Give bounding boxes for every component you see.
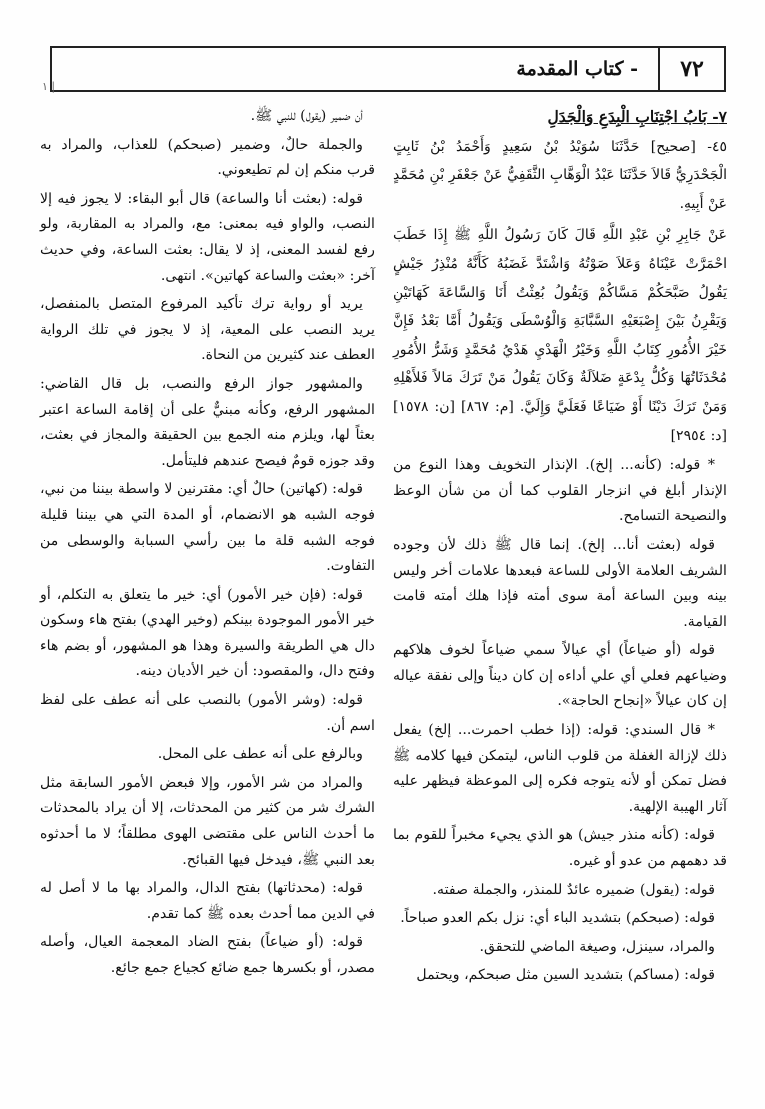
right-column [393, 104, 727, 992]
commentary-paragraph: وبالرفع على أنه عطف على المحل. [157, 746, 363, 763]
commentary-paragraph: قوله: (وشر الأمور) بالنصب على أنه عطف على لفظ اسم أن. [40, 692, 375, 734]
commentary-paragraph: * قال السندي: قوله: (إذا خطب احمرت... إلخ) يفعل ذلك لإزالة الغفلة من قلوب الناس، ليتمكن فيها كلامه ﷺ فضل تمكن أو لأنه يتوجه فكره إلى الموعظة فيظهر عليه آثار الهيبة الإلهية. [393, 722, 727, 815]
commentary-paragraph: قوله: (كأنه منذر جيش) هو الذي يجيء مخبراً للقوم بما قد دهمهم من عدو أو غيره. [393, 827, 727, 870]
left-column [40, 104, 375, 985]
hadith-text: ٤٥- [صحيح] حَدَّثَنَا سُوَيْدُ بْنُ سَعِيدٍ وَأَحْمَدُ بْنُ ثَابِتٍ الْجَحْدَرِيُّ قَالاَ حَدَّثَنَا عَبْدُ الْوَهَّابِ الثَّقَفِيُّ عَنْ جَعْفَرِ بْنِ مُحَمَّدٍ عَنْ أَبِيهِ. [393, 138, 727, 212]
commentary-paragraph: والجملة حالٌ، وضمير (صبحكم) للعذاب، والمراد به قرب منكم إن لم تطيعوني. [40, 136, 375, 179]
commentary-paragraph: والمراد، سينزل، وصيغة الماضي للتحقق. [479, 938, 715, 955]
page-number: ٧٢ [658, 48, 724, 90]
commentary-paragraph: قوله: (كهاتين) حالٌ أي: مقترنين لا واسطة بيننا من نبي، فوجه الشبه هو الانضمام، أو المدة التي هي بيننا قليلة فوجه الشبه قلة ما بين رأسي السبابة والوسطى من التفاوت. [40, 481, 375, 575]
commentary-paragraph: قوله: (بعثت أنا والساعة) قال أبو البقاء: لا يجوز فيه إلا النصب، والواو فيه بمعنى: مع، والمراد به المقاربة، ولو رفع لفسد المعنى، إذ لا يقال: بعثت الساعة، وفي حديث آخر: «بعثت والساعة كهاتين». انتهى. [40, 190, 375, 284]
commentary-paragraph: يريد أو رواية ترك تأكيد المرفوع المتصل بالمنفصل، يريد النصب على المعية، إذ لا يجوز في تلك الرواية العطف عند كثيرين من النحاة. [40, 296, 375, 364]
commentary-paragraph: أن ضمير (يقول) للنبي ﷺ. [250, 108, 363, 124]
commentary-paragraph: والمشهور جواز الرفع والنصب، بل قال القاضي: المشهور الرفع، وكأنه مبنيٌّ على أن إقامة الساعة اعتبر بعثاً لها، ويلزم منه الجمع بين الحقيقة والمجاز في بعثت، وقد جوزه قومٌ فيصح عندهم فليتأمل. [40, 375, 375, 469]
commentary-paragraph: قوله: (أو ضياعاً) بفتح الضاد المعجمة العيال، وأصله مصدر، أو بكسرها جمع ضائع كجياع جمع جائع. [40, 934, 375, 976]
hadith-text: عَنْ جَابِرِ بْنِ عَبْدِ اللَّهِ قَالَ كَانَ رَسُولُ اللَّهِ ﷺ إِذَا خَطَبَ احْمَرَّتْ عَيْنَاهُ وَعَلاَ صَوْتُهُ وَاشْتَدَّ غَضَبُهُ كَأَنَّهُ مُنْذِرُ جَيْشٍ يَقُولُ صَبَّحَكُمْ مَسَّاكُمْ وَيَقُولُ بُعِثْتُ أَنَا وَالسَّاعَةَ كَهَاتَيْنِ وَيَقْرِنُ بَيْنَ إِصْبَعَيْهِ السَّبَّابَةِ وَالْوُسْطَى وَيَقُولُ أَمَّا بَعْدُ فَإِنَّ خَيْرَ الأُمُورِ كِتَابُ اللَّهِ وَخَيْرُ الْهَدْيِ هَدْيُ مُحَمَّدٍ وَشَرُّ الأُمُورِ مُحْدَثَاتُهَا وَكُلُّ بِدْعَةٍ ضَلاَلَةٌ وَكَانَ يَقُولُ مَنْ تَرَكَ مَالاً فَلأَهْلِهِ وَمَنْ تَرَكَ دَيْنًا أَوْ ضَيَاعًا فَعَلَيَّ وَإِلَيَّ. [م: ٨٦٧] [ن: ١٥٧٨] [د: ٢٩٥٤] [393, 227, 727, 444]
commentary-paragraph: * قوله: (كأنه... إلخ). الإنذار التخويف وهذا النوع من الإنذار أبلغ في انزجار القلوب كما أن من شأن الوعظ والنصيحة التسامح. [393, 457, 727, 525]
commentary-paragraph: قوله (بعثت أنا... إلخ). إنما قال ﷺ ذلك لأن وجوده الشريف العلامة الأولى للساعة فبعدها علامات أخر وليس بينه وبين الساعة أمة سوى أمته فإذا هلك أمته قامت القيامة. [393, 536, 727, 630]
commentary-paragraph: قوله: (محدثاتها) بفتح الدال، والمراد بها ما لا أصل له في الدين مما أحدث بعده ﷺ كما تقدم. [40, 880, 375, 922]
chapter-heading: ٧- بَابُ اجْتِنَابِ الْبِدَعِ وَالْجَدَلِ [547, 107, 727, 126]
commentary-paragraph: والمراد من شر الأمور، وإلا فبعض الأمور السابقة مثل الشرك شر من كثير من المحدثات، إلا أن يراد بالمحدثات ما أحدث الناس على مقتضى الهوى مطلقاً؛ لا ما أحدثوه بعد النبي ﷺ، فيدخل فيها القبائح. [40, 774, 375, 868]
commentary-paragraph: قوله: (فإن خير الأمور) أي: خير ما يتعلق به التكلم، أو خير الأمور الموجودة بينكم (وخير الهدي) بفتح هاء وسكون دال هي الطريقة والسيرة وهذا هو المشهور، أو بضم هاء وفتح دال، والمقصود: أن خير الأديان دينه. [40, 586, 375, 680]
commentary-paragraph: قوله: (مساكم) بتشديد السين مثل صبحكم، ويحتمل [416, 967, 715, 984]
commentary-paragraph: قوله: (صبحكم) بتشديد الباء أي: نزل بكم العدو صباحاً. [400, 910, 715, 927]
margin-mark: ١ | [42, 80, 56, 93]
commentary-paragraph: قوله (أو ضياعاً) أي عيالاً سمي ضياعاً لخوف هلاكهم وضياعهم فعلي أي علي أداءه إن كان ديناً وإلى نفقة عياله إن كان عيالاً «إنجاح الحاجة». [393, 642, 727, 710]
page-header [50, 46, 726, 92]
book-title: - كتاب المقدمة [516, 58, 638, 80]
commentary-paragraph: قوله: (يقول) ضميره عائدٌ للمنذر، والجملة صفته. [432, 881, 715, 898]
